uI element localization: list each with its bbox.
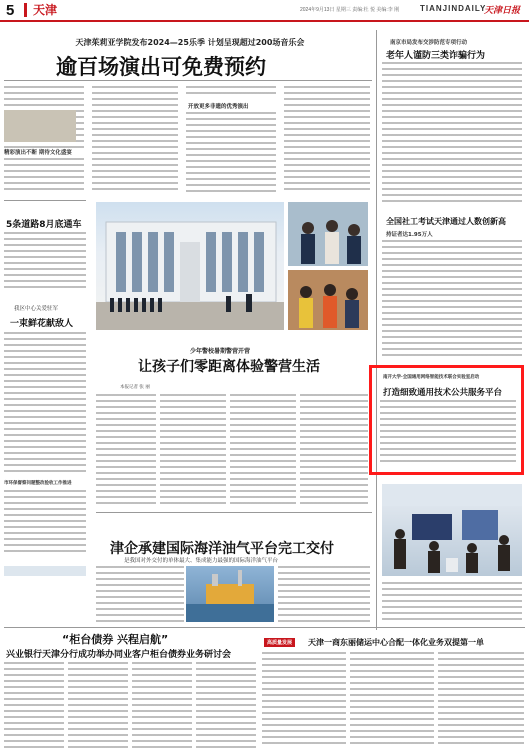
article-photo xyxy=(4,110,76,142)
bottom-headline: 天津一商东丽储运中心合配一体化业务双提第一单 xyxy=(308,638,484,647)
ad-strip xyxy=(4,566,86,576)
article-text xyxy=(186,86,276,98)
pull-quote: 精彩演出不断 期待文化盛宴 xyxy=(4,150,72,156)
article-text xyxy=(4,490,86,554)
article-text xyxy=(380,400,516,466)
article-text xyxy=(350,652,434,748)
article-text xyxy=(96,566,184,622)
lead-kicker: 天津茱莉亚学院发布2024—25乐季 计划呈现超过200场音乐会 xyxy=(75,38,305,47)
bank-headline: 兴业银行天津分行成功举办同业客户柜台债券业务研讨会 xyxy=(6,650,232,660)
article-text xyxy=(186,112,276,194)
dateline: 2024年9月13日 星期三 责编:杜 悦 美编:李 刚 xyxy=(300,7,400,13)
byline: 本报记者 张 丽 xyxy=(120,385,150,390)
article-text xyxy=(132,662,192,748)
photo-story-kicker: 少年警校暑期警营开营 xyxy=(189,348,250,355)
article-text xyxy=(300,394,368,504)
article-text xyxy=(382,62,522,202)
article-text xyxy=(196,662,256,748)
divider xyxy=(96,512,372,513)
newspaper-logo: 天津日报 xyxy=(484,6,521,16)
brief-kicker: 我区中心关爱驻军 xyxy=(14,306,59,312)
brief-title: 市环保督察问题整改验收工作推进 xyxy=(4,481,72,486)
brief-kicker: 南京市局发布交涉防范专项行动 xyxy=(390,40,468,46)
middle-subhead: 开放更多非遗的优秀演出 xyxy=(188,104,249,110)
brief-title: 5条道路8月底通车 xyxy=(6,220,82,230)
column-rule xyxy=(376,30,377,630)
lead-headline: 逾百场演出可免费预约 xyxy=(56,55,266,79)
oil-headline: 津企承建国际海洋油气平台完工交付 xyxy=(110,541,334,557)
article-text xyxy=(160,394,226,504)
article-text xyxy=(382,240,522,358)
story-title: 全国社工考试天津通过人数创新高 xyxy=(386,217,506,226)
divider xyxy=(4,200,86,201)
oil-sub: 是我国对外交付的单体最大、集成能力最强的国际海洋油气平台 xyxy=(124,558,279,564)
article-text xyxy=(96,394,156,504)
article-text xyxy=(438,652,524,748)
brief-title: 一束鲜花献敌人 xyxy=(10,319,74,329)
bank-kicker: “柜台债券 兴程启航” xyxy=(62,633,169,646)
article-text xyxy=(4,662,64,748)
highlight-kicker: 南开大学·全国通用网络智能技术联合实验室启动 xyxy=(383,375,480,380)
article-text xyxy=(92,86,178,194)
section-label: 天津 xyxy=(24,3,57,17)
story-tag: 高质量发展 xyxy=(264,638,295,647)
article-text xyxy=(262,652,346,748)
article-text xyxy=(284,86,370,194)
divider xyxy=(4,627,525,628)
article-text xyxy=(4,332,86,472)
article-text xyxy=(382,582,522,622)
article-text xyxy=(4,158,84,194)
article-text xyxy=(230,394,296,504)
brand-name: TIANJINDAILY xyxy=(420,4,487,13)
article-text xyxy=(4,232,86,288)
masthead xyxy=(0,0,529,22)
highlight-title: 打造细致通用技术公共服务平台 xyxy=(383,388,503,398)
story-sub: 持证者达1.95万人 xyxy=(386,232,433,238)
brief-title: 老年人谨防三类诈骗行为 xyxy=(386,51,486,61)
children-photo xyxy=(288,270,368,330)
divider xyxy=(4,80,372,81)
building-photo xyxy=(96,202,284,330)
photo-story-headline: 让孩子们零距离体验警营生活 xyxy=(138,359,320,375)
article-text xyxy=(68,662,128,748)
page-number: 5 xyxy=(6,2,15,19)
lab-photo xyxy=(382,484,522,576)
platform-photo xyxy=(186,566,274,622)
article-text xyxy=(278,566,370,622)
children-photo xyxy=(288,202,368,266)
